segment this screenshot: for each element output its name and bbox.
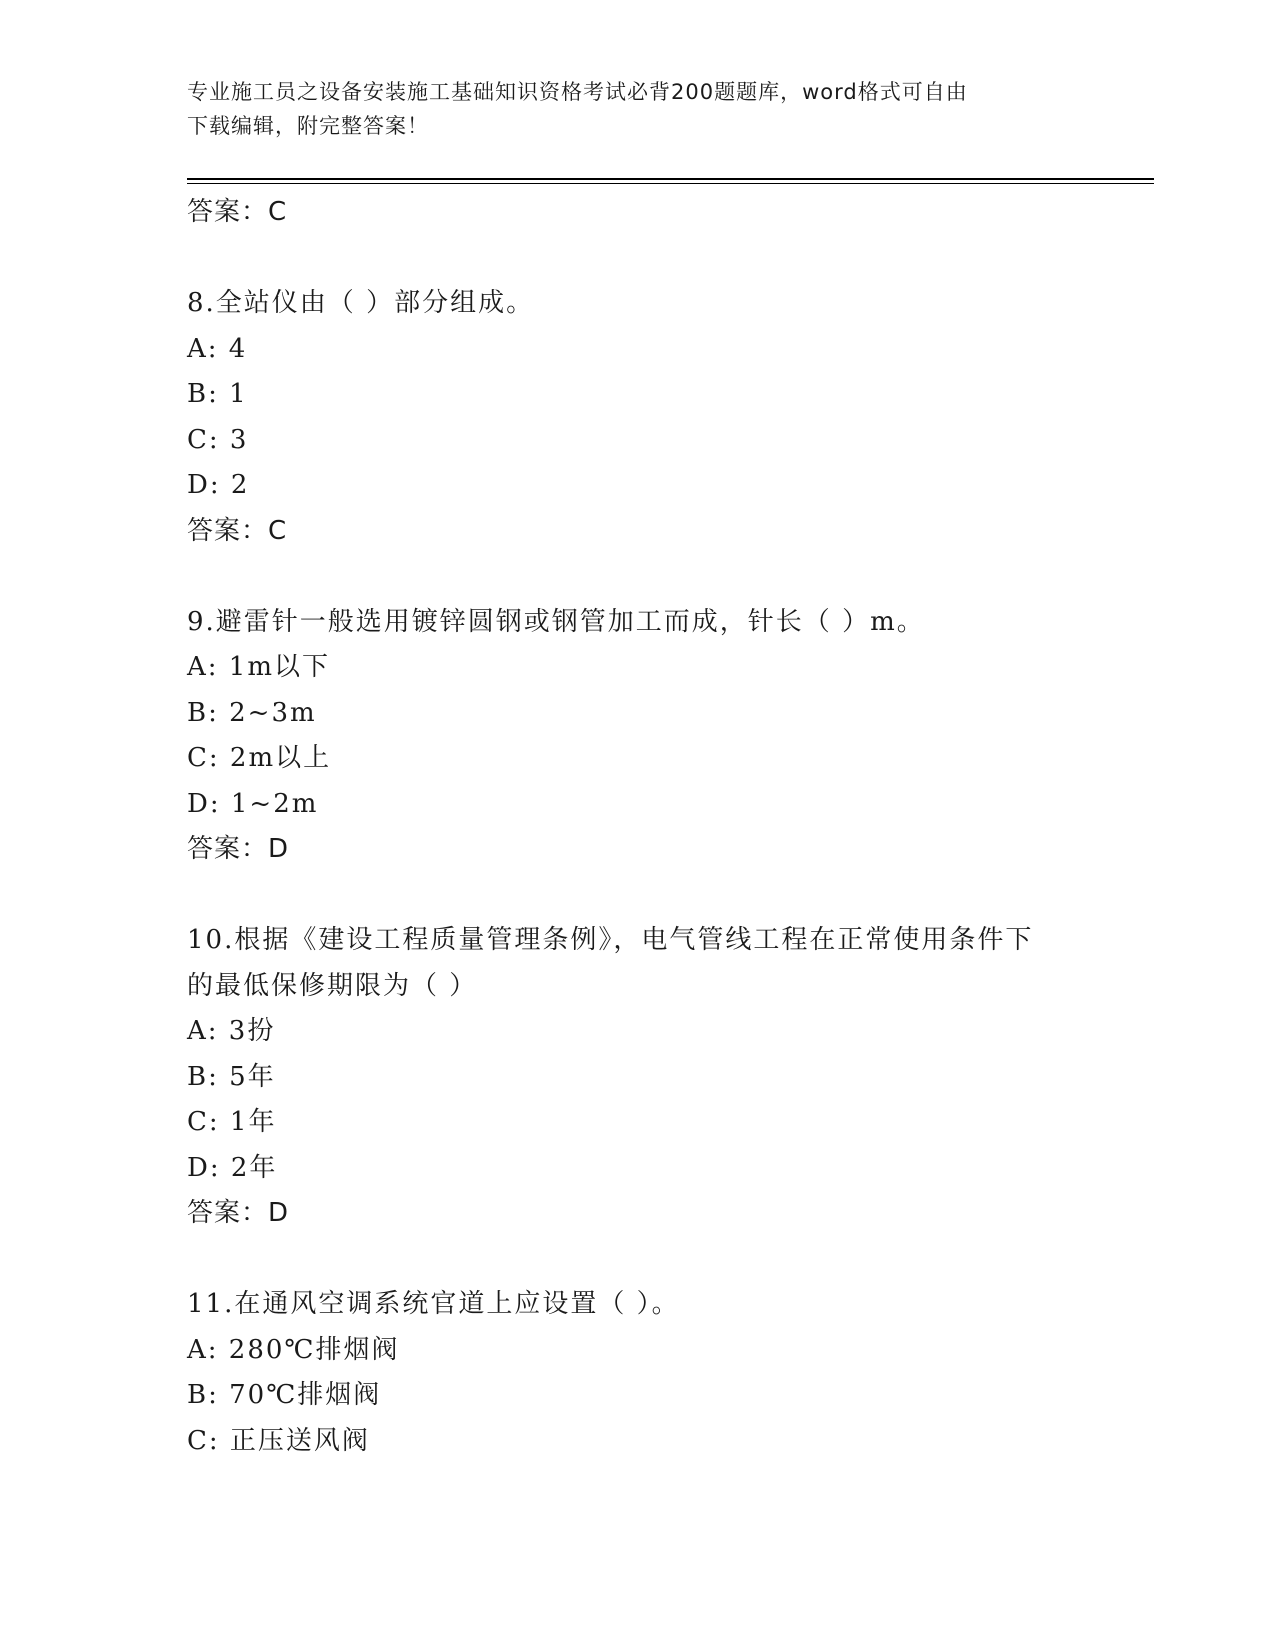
header-line-2: 下载编辑，附完整答案！ (187, 114, 429, 138)
question-text-line-1: 10.根据《建设工程质量管理条例》，电气管线工程在正常使用条件下 (187, 925, 1034, 955)
question-list (187, 190, 1087, 1464)
document-header (187, 75, 1087, 143)
answer-label: 答案：C (187, 515, 288, 546)
question-text-line-2: 的最低保修期限为（ ） (187, 970, 478, 1001)
spacer (187, 873, 1087, 919)
option-a: A: 3扮 (187, 1016, 276, 1046)
option-b: B: 5年 (187, 1061, 276, 1092)
option-c: C: 2m以上 (187, 743, 332, 773)
answer-label: 答案：D (187, 834, 290, 864)
option-a: A: 1m以下 (187, 652, 330, 682)
option-d: D: 2年 (187, 1152, 278, 1183)
option-d: D: 1~2m (187, 788, 319, 819)
question-9 (187, 600, 1087, 873)
question-8 (187, 281, 1087, 554)
header-line-1: 专业施工员之设备安装施工基础知识资格考试必背200题题库，word格式可自由 (187, 80, 968, 104)
option-c: C: 1年 (187, 1107, 277, 1137)
spacer (187, 236, 1087, 282)
question-text: 11.在通风空调系统官道上应设置（ ）。 (187, 1289, 680, 1319)
previous-answer: 答案：C (187, 197, 288, 227)
question-text: 9.避雷针一般选用镀锌圆钢或钢管加工而成，针长（ ）m。 (187, 606, 925, 637)
option-a: A: 280℃排烟阀 (187, 1334, 400, 1365)
option-a: A: 4 (187, 333, 248, 364)
spacer (187, 1237, 1087, 1283)
question-text: 8.全站仪由（ ）部分组成。 (187, 288, 535, 318)
option-b: B: 2~3m (187, 697, 317, 728)
option-c: C: 3 (187, 424, 249, 455)
answer-label: 答案：D (187, 1198, 290, 1228)
question-10 (187, 918, 1087, 1237)
header-rule-thin (187, 183, 1154, 184)
question-11 (187, 1282, 1087, 1464)
header-rule-thick (187, 178, 1154, 180)
option-b: B: 1 (187, 379, 248, 409)
option-d: D: 2 (187, 470, 250, 500)
option-b: B: 70℃排烟阀 (187, 1380, 382, 1410)
option-c: C: 正压送风阀 (187, 1425, 370, 1456)
spacer (187, 554, 1087, 600)
